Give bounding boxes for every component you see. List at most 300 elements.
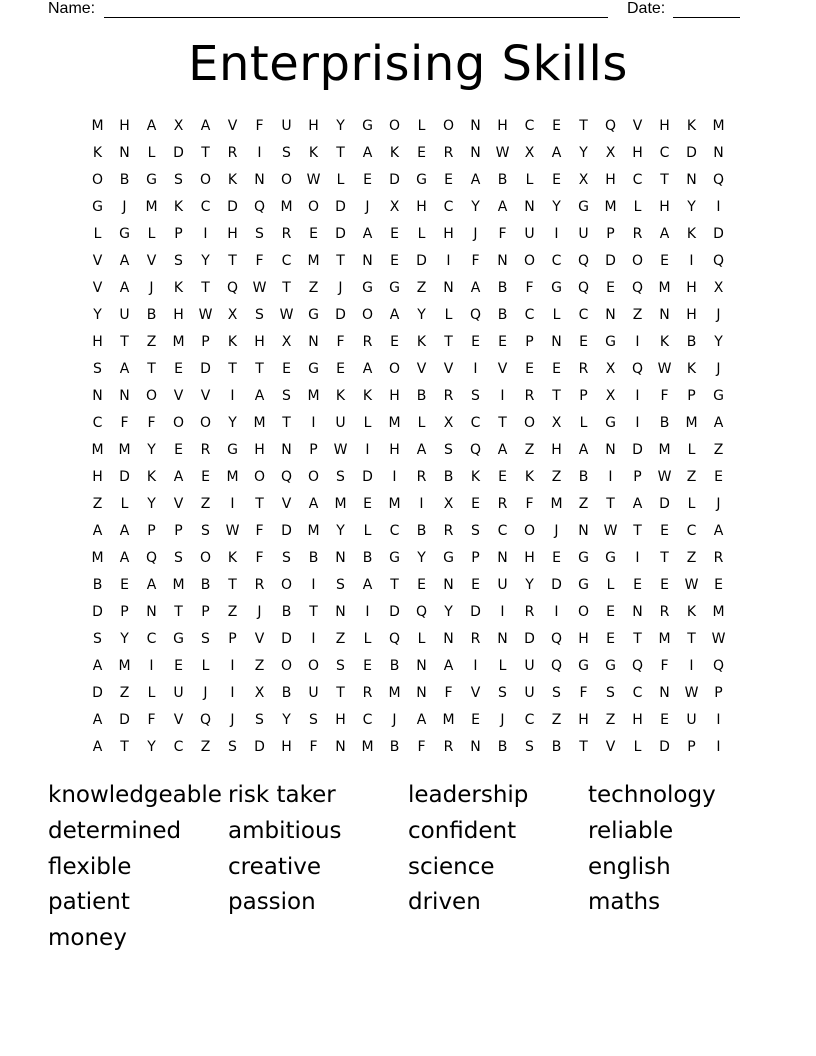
grid-letter: W	[225, 523, 240, 539]
grid-letter: K	[659, 334, 670, 350]
grid-letter: Z	[416, 280, 427, 296]
grid-letter: N	[362, 253, 373, 269]
grid-letter: V	[254, 631, 265, 647]
grid-letter: D	[713, 226, 724, 242]
grid-letter: K	[686, 604, 697, 620]
grid-letter: E	[390, 253, 399, 269]
grid-letter: T	[120, 739, 129, 755]
grid-letter: D	[524, 631, 535, 647]
grid-letter: B	[497, 172, 508, 188]
grid-letter: N	[443, 631, 454, 647]
grid-letter: N	[470, 145, 481, 161]
grid-letter: I	[230, 496, 235, 512]
grid-letter: A	[443, 658, 454, 674]
grid-letter: R	[443, 388, 454, 404]
grid-letter: V	[173, 496, 184, 512]
grid-letter: I	[365, 604, 370, 620]
grid-letter: E	[606, 604, 615, 620]
grid-letter: E	[417, 577, 426, 593]
grid-letter: A	[92, 739, 103, 755]
grid-letter: L	[363, 523, 372, 539]
grid-letter: M	[658, 442, 671, 458]
grid-letter: B	[416, 523, 427, 539]
grid-letter: O	[172, 415, 185, 431]
grid-letter: U	[524, 685, 535, 701]
grid-letter: I	[554, 604, 559, 620]
grid-letter: I	[230, 685, 235, 701]
word-list-item: reliable	[588, 817, 674, 844]
grid-letter: L	[120, 496, 129, 512]
grid-letter: F	[309, 739, 318, 755]
grid-letter: G	[389, 280, 400, 296]
grid-letter: O	[577, 604, 590, 620]
grid-letter: L	[417, 415, 426, 431]
grid-letter: C	[659, 145, 670, 161]
grid-letter: M	[604, 199, 617, 215]
grid-letter: L	[417, 226, 426, 242]
grid-letter: A	[497, 199, 508, 215]
grid-letter: L	[552, 307, 561, 323]
grid-letter: M	[307, 388, 320, 404]
grid-letter: V	[632, 118, 643, 134]
grid-letter: U	[173, 685, 184, 701]
grid-letter: E	[660, 712, 669, 728]
grid-letter: M	[118, 658, 131, 674]
grid-letter: V	[605, 739, 616, 755]
grid-letter: H	[578, 712, 589, 728]
grid-letter: M	[91, 442, 104, 458]
word-list-item: english	[588, 853, 671, 880]
grid-letter: P	[120, 604, 129, 620]
grid-letter: Q	[145, 550, 158, 566]
grid-letter: K	[227, 550, 238, 566]
grid-letter: B	[389, 739, 400, 755]
grid-letter: G	[362, 118, 373, 134]
grid-letter: N	[659, 685, 670, 701]
grid-letter: M	[658, 280, 671, 296]
grid-letter: K	[470, 469, 481, 485]
grid-letter: Z	[686, 550, 697, 566]
grid-letter: C	[524, 712, 535, 728]
grid-letter: F	[147, 415, 156, 431]
grid-letter: A	[92, 523, 103, 539]
grid-letter: A	[713, 523, 724, 539]
grid-letter: A	[119, 253, 130, 269]
grid-letter: Q	[577, 280, 590, 296]
grid-letter: E	[552, 361, 561, 377]
word-list-item: money	[48, 925, 127, 951]
grid-letter: T	[579, 739, 588, 755]
grid-letter: L	[633, 199, 642, 215]
grid-letter: M	[253, 415, 266, 431]
grid-letter: A	[362, 577, 373, 593]
grid-letter: P	[309, 442, 318, 458]
name-label: Name:	[48, 0, 96, 17]
grid-letter: O	[631, 253, 644, 269]
grid-letter: B	[551, 739, 562, 755]
grid-letter: E	[606, 631, 615, 647]
word-list-item: technology	[588, 782, 716, 808]
grid-letter: C	[686, 523, 697, 539]
grid-letter: M	[361, 739, 374, 755]
grid-letter: H	[389, 442, 400, 458]
grid-letter: E	[390, 334, 399, 350]
grid-letter: A	[362, 226, 373, 242]
grid-letter: G	[578, 550, 589, 566]
grid-letter: X	[605, 361, 616, 377]
grid-letter: Q	[577, 253, 590, 269]
grid-letter: F	[471, 253, 480, 269]
grid-letter: E	[579, 334, 588, 350]
grid-letter: K	[389, 145, 400, 161]
grid-letter: M	[550, 496, 563, 512]
grid-letter: G	[443, 550, 454, 566]
grid-letter: Q	[631, 658, 644, 674]
word-list-item: knowledgeable	[48, 782, 222, 808]
grid-letter: S	[336, 577, 345, 593]
grid-letter: L	[687, 496, 696, 512]
grid-letter: O	[253, 469, 266, 485]
grid-letter: A	[416, 712, 427, 728]
grid-letter: I	[716, 199, 721, 215]
grid-letter: I	[203, 226, 208, 242]
grid-letter: N	[335, 739, 346, 755]
grid-letter: G	[362, 280, 373, 296]
grid-letter: N	[524, 199, 535, 215]
name-blank-line	[104, 17, 608, 18]
grid-letter: O	[361, 307, 374, 323]
grid-letter: Q	[631, 280, 644, 296]
grid-letter: Q	[712, 172, 725, 188]
grid-letter: K	[686, 118, 697, 134]
grid-letter: E	[363, 496, 372, 512]
grid-letter: L	[336, 172, 345, 188]
grid-letter: C	[470, 415, 481, 431]
grid-letter: F	[525, 496, 534, 512]
grid-letter: L	[147, 685, 156, 701]
grid-letter: H	[92, 469, 103, 485]
grid-letter: N	[335, 550, 346, 566]
grid-letter: G	[416, 172, 427, 188]
grid-letter: Y	[579, 145, 588, 161]
grid-letter: M	[334, 496, 347, 512]
grid-letter: K	[416, 334, 427, 350]
grid-letter: D	[281, 523, 292, 539]
grid-letter: W	[252, 280, 267, 296]
grid-letter: H	[416, 199, 427, 215]
grid-letter: Z	[200, 739, 211, 755]
grid-letter: L	[417, 118, 426, 134]
grid-letter: D	[335, 199, 346, 215]
grid-letter: I	[689, 253, 694, 269]
grid-letter: I	[311, 415, 316, 431]
grid-letter: H	[92, 334, 103, 350]
grid-letter: L	[147, 145, 156, 161]
grid-letter: L	[498, 658, 507, 674]
grid-letter: I	[635, 334, 640, 350]
grid-letter: S	[336, 658, 345, 674]
grid-letter: Z	[551, 712, 562, 728]
grid-letter: D	[362, 469, 373, 485]
grid-letter: E	[660, 577, 669, 593]
grid-letter: Q	[388, 631, 401, 647]
grid-letter: I	[500, 388, 505, 404]
grid-letter: I	[473, 658, 478, 674]
grid-letter: U	[686, 712, 697, 728]
grid-letter: R	[713, 550, 724, 566]
grid-letter: J	[203, 685, 208, 701]
grid-letter: Y	[120, 631, 129, 647]
grid-letter: F	[660, 658, 669, 674]
grid-letter: H	[254, 442, 265, 458]
grid-letter: I	[257, 145, 262, 161]
grid-letter: L	[633, 739, 642, 755]
grid-letter: N	[686, 172, 697, 188]
grid-letter: G	[146, 172, 157, 188]
grid-letter: N	[605, 442, 616, 458]
grid-letter: N	[119, 388, 130, 404]
grid-letter: E	[201, 469, 210, 485]
grid-letter: E	[363, 172, 372, 188]
grid-letter: H	[173, 307, 184, 323]
grid-letter: D	[389, 604, 400, 620]
grid-letter: P	[471, 550, 480, 566]
grid-letter: N	[605, 307, 616, 323]
grid-letter: M	[388, 496, 401, 512]
grid-letter: H	[119, 118, 130, 134]
grid-letter: F	[525, 280, 534, 296]
grid-letter: G	[389, 550, 400, 566]
grid-letter: R	[200, 442, 211, 458]
grid-letter: U	[308, 685, 319, 701]
grid-letter: V	[470, 685, 481, 701]
word-list-item: creative	[228, 853, 322, 880]
grid-letter: W	[684, 685, 699, 701]
grid-letter: C	[362, 712, 373, 728]
grid-letter: H	[308, 118, 319, 134]
grid-letter: N	[659, 307, 670, 323]
grid-letter: C	[524, 307, 535, 323]
grid-letter: P	[201, 604, 210, 620]
grid-letter: H	[605, 172, 616, 188]
grid-letter: B	[200, 577, 211, 593]
grid-letter: X	[443, 415, 454, 431]
grid-letter: I	[419, 496, 424, 512]
grid-letter: G	[578, 577, 589, 593]
grid-letter: V	[173, 388, 184, 404]
date-blank-line	[673, 17, 740, 18]
grid-letter: H	[443, 226, 454, 242]
grid-letter: A	[254, 388, 265, 404]
grid-letter: A	[362, 145, 373, 161]
grid-letter: R	[362, 334, 373, 350]
grid-letter: X	[605, 388, 616, 404]
grid-letter: T	[633, 523, 642, 539]
grid-letter: K	[686, 361, 697, 377]
grid-letter: I	[311, 577, 316, 593]
grid-letter: H	[578, 631, 589, 647]
grid-letter: Q	[550, 631, 563, 647]
grid-letter: S	[309, 712, 318, 728]
grid-letter: F	[255, 253, 264, 269]
grid-letter: N	[416, 658, 427, 674]
grid-letter: O	[388, 118, 401, 134]
grid-letter: D	[551, 577, 562, 593]
grid-letter: T	[633, 631, 642, 647]
grid-letter: M	[226, 469, 239, 485]
grid-letter: T	[444, 334, 453, 350]
grid-letter: B	[119, 172, 130, 188]
grid-letter: Z	[686, 469, 697, 485]
grid-letter: E	[417, 145, 426, 161]
grid-letter: Q	[712, 658, 725, 674]
grid-letter: Q	[631, 361, 644, 377]
grid-letter: Z	[119, 685, 130, 701]
grid-letter: K	[227, 172, 238, 188]
grid-letter: X	[524, 145, 535, 161]
grid-letter: S	[255, 712, 264, 728]
grid-letter: G	[605, 334, 616, 350]
grid-letter: P	[525, 334, 534, 350]
grid-letter: T	[606, 496, 615, 512]
grid-letter: Z	[713, 442, 724, 458]
grid-letter: H	[524, 550, 535, 566]
grid-letter: E	[174, 361, 183, 377]
grid-letter: S	[174, 172, 183, 188]
grid-letter: N	[146, 604, 157, 620]
grid-letter: Q	[550, 658, 563, 674]
grid-letter: W	[333, 442, 348, 458]
date-label: Date:	[627, 0, 666, 17]
grid-letter: P	[633, 469, 642, 485]
grid-letter: S	[201, 631, 210, 647]
grid-letter: K	[146, 469, 157, 485]
grid-letter: G	[605, 658, 616, 674]
grid-letter: Q	[604, 118, 617, 134]
grid-letter: D	[335, 226, 346, 242]
grid-letter: O	[523, 523, 536, 539]
grid-letter: M	[280, 199, 293, 215]
grid-letter: U	[524, 226, 535, 242]
grid-letter: O	[280, 577, 293, 593]
grid-letter: C	[92, 415, 103, 431]
grid-letter: S	[174, 253, 183, 269]
grid-letter: V	[146, 253, 157, 269]
grid-letter: I	[473, 361, 478, 377]
grid-letter: R	[281, 226, 292, 242]
grid-letter: F	[444, 685, 453, 701]
grid-letter: Q	[469, 307, 482, 323]
grid-letter: T	[282, 280, 291, 296]
grid-letter: E	[309, 226, 318, 242]
grid-letter: A	[146, 577, 157, 593]
grid-letter: Q	[280, 469, 293, 485]
grid-letter: A	[362, 361, 373, 377]
grid-letter: E	[552, 172, 561, 188]
grid-letter: W	[495, 145, 510, 161]
grid-letter: J	[716, 496, 721, 512]
grid-letter: Y	[687, 199, 696, 215]
word-list-item: maths	[588, 889, 661, 916]
grid-letter: A	[119, 280, 130, 296]
grid-letter: Z	[200, 496, 211, 512]
grid-letter: A	[632, 496, 643, 512]
grid-letter: C	[497, 523, 508, 539]
grid-letter: N	[92, 388, 103, 404]
grid-letter: I	[635, 550, 640, 566]
grid-letter: A	[119, 550, 130, 566]
grid-letter: M	[145, 199, 158, 215]
grid-letter: Z	[308, 280, 319, 296]
grid-letter: R	[659, 604, 670, 620]
grid-letter: S	[282, 145, 291, 161]
grid-letter: D	[632, 442, 643, 458]
grid-letter: Q	[226, 280, 239, 296]
grid-letter: T	[579, 118, 588, 134]
grid-letter: Z	[254, 658, 265, 674]
grid-letter: R	[254, 577, 265, 593]
grid-letter: I	[716, 739, 721, 755]
grid-letter: W	[657, 469, 672, 485]
grid-letter: I	[635, 388, 640, 404]
grid-letter: O	[307, 469, 320, 485]
grid-letter: R	[443, 523, 454, 539]
grid-letter: S	[228, 739, 237, 755]
grid-letter: S	[471, 388, 480, 404]
grid-letter: O	[442, 118, 455, 134]
grid-letter: V	[497, 361, 508, 377]
grid-letter: T	[687, 631, 696, 647]
grid-letter: Y	[552, 199, 561, 215]
grid-letter: Y	[201, 253, 210, 269]
grid-letter: T	[228, 577, 237, 593]
grid-letter: T	[498, 415, 507, 431]
grid-letter: G	[551, 280, 562, 296]
grid-letter: B	[281, 604, 292, 620]
grid-letter: A	[119, 361, 130, 377]
word-list-item: science	[408, 853, 495, 880]
grid-letter: B	[497, 739, 508, 755]
grid-letter: X	[173, 118, 184, 134]
grid-letter: R	[578, 361, 589, 377]
grid-letter: V	[200, 388, 211, 404]
grid-letter: H	[632, 145, 643, 161]
grid-letter: E	[336, 361, 345, 377]
grid-letter: T	[255, 496, 264, 512]
word-list-item: driven	[408, 889, 481, 916]
grid-letter: B	[686, 334, 697, 350]
grid-letter: O	[199, 550, 212, 566]
grid-letter: G	[227, 442, 238, 458]
grid-letter: Y	[282, 712, 291, 728]
grid-letter: M	[388, 415, 401, 431]
grid-letter: T	[228, 361, 237, 377]
grid-letter: W	[279, 307, 294, 323]
grid-letter: P	[714, 685, 723, 701]
grid-letter: B	[389, 658, 400, 674]
grid-letter: Y	[417, 307, 426, 323]
grid-letter: M	[91, 118, 104, 134]
grid-letter: O	[91, 172, 104, 188]
grid-letter: M	[712, 118, 725, 134]
grid-letter: I	[149, 658, 154, 674]
grid-letter: F	[255, 550, 264, 566]
grid-letter: L	[363, 415, 372, 431]
grid-letter: G	[713, 388, 724, 404]
grid-letter: L	[606, 577, 615, 593]
grid-letter: L	[417, 631, 426, 647]
grid-letter: S	[201, 523, 210, 539]
